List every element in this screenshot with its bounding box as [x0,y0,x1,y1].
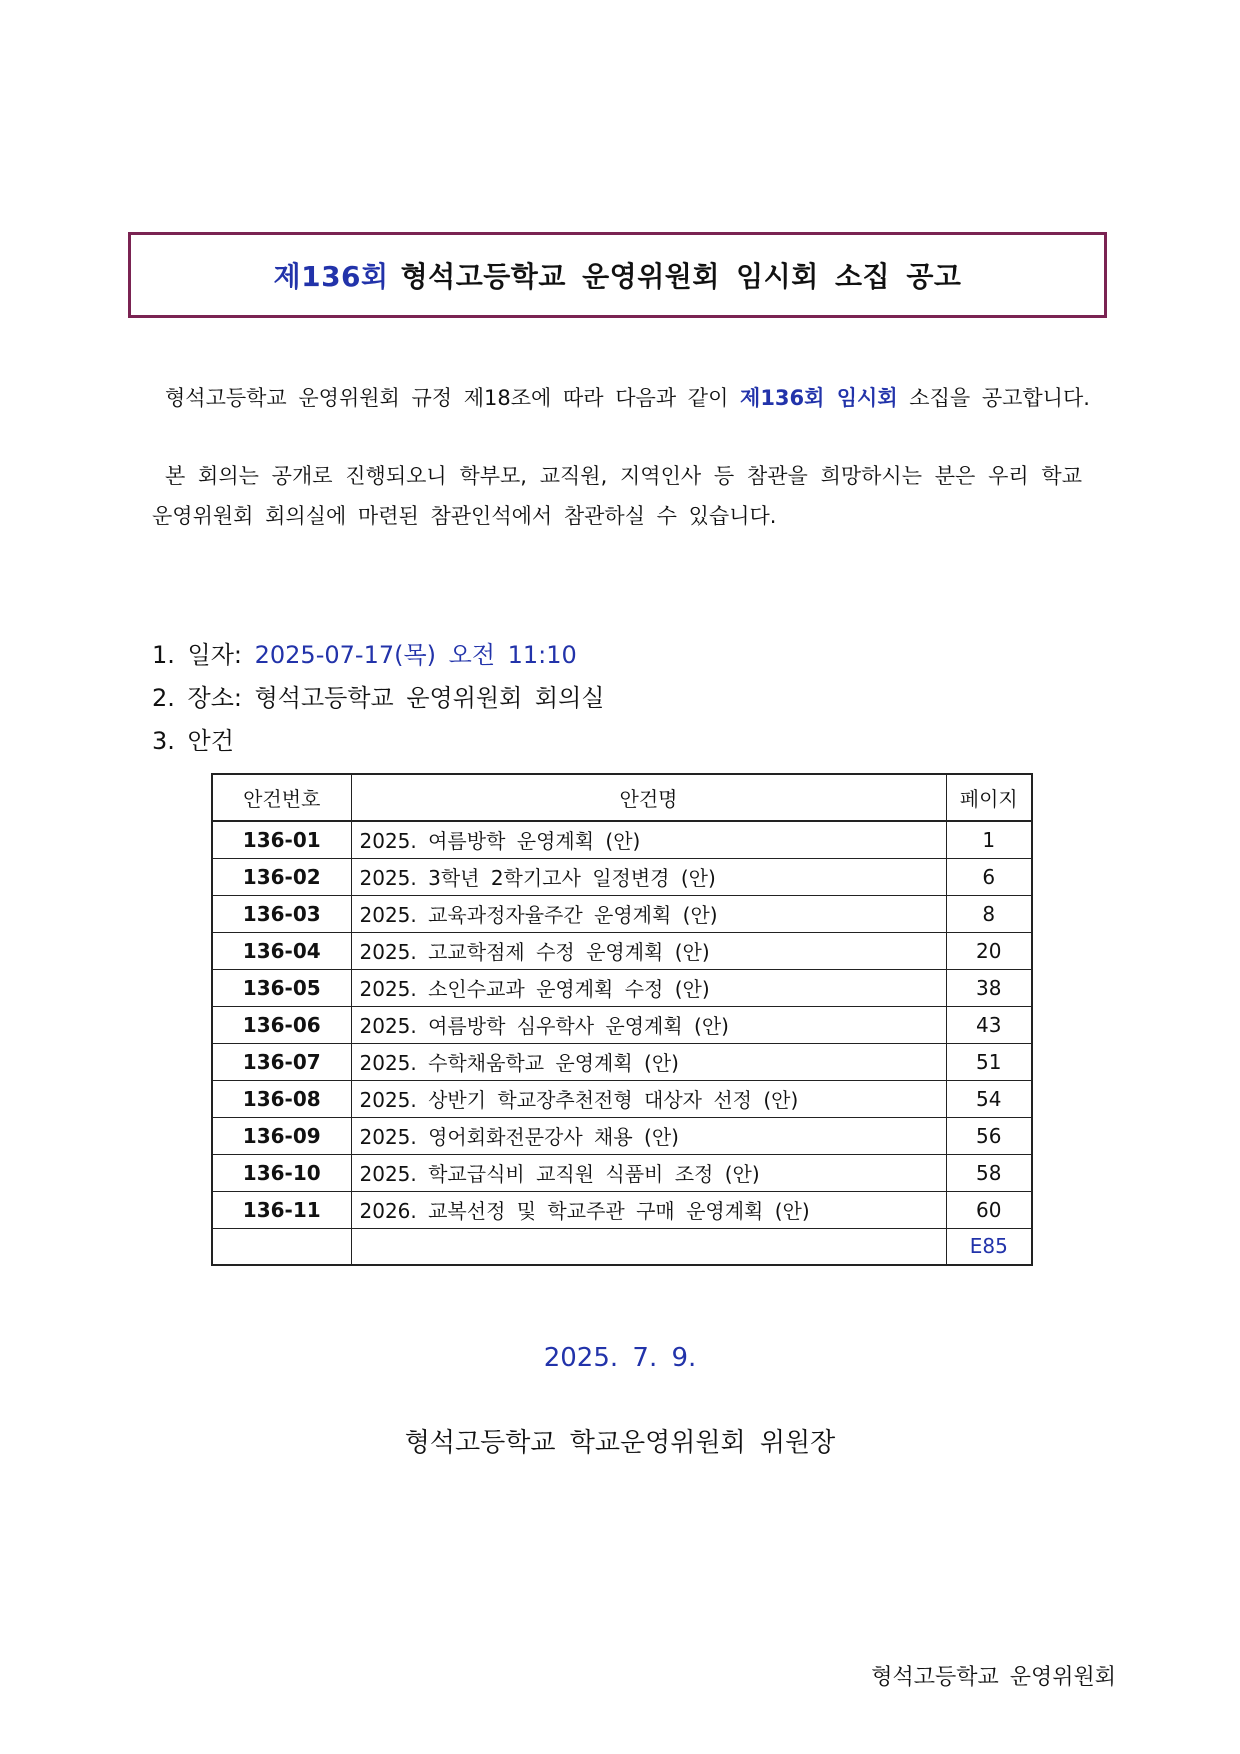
table-row [212,1043,1032,1080]
agenda-number: 136-01 [212,821,351,858]
agenda-page: 54 [946,1080,1032,1117]
agenda-name: 2025. 수학채움학교 운영계획 (안) [351,1043,946,1080]
place-label: 2. 장소: [152,684,255,712]
agenda-number: 136-08 [212,1080,351,1117]
agenda-name: 2026. 교복선정 및 학교주관 구매 운영계획 (안) [351,1191,946,1228]
agenda-number: 136-09 [212,1117,351,1154]
header-page: 페이지 [946,774,1032,821]
place-value: 형석고등학교 운영위원회 회의실 [254,684,605,712]
detail-place [152,681,604,715]
agenda-name: 2025. 여름방학 심우학사 운영계획 (안) [351,1006,946,1043]
agenda-page: 60 [946,1191,1032,1228]
agenda-name: 2025. 영어회화전문강사 채용 (안) [351,1117,946,1154]
detail-agenda: 3. 안건 [152,727,234,755]
agenda-name: 2025. 상반기 학교장추천전형 대상자 선정 (안) [351,1080,946,1117]
table-row [212,1191,1032,1228]
agenda-page-end: E85 [946,1228,1032,1265]
table-row [212,821,1032,858]
header-agenda-name: 안건명 [351,774,946,821]
notice-title: 형석고등학교 운영위원회 임시회 소집 공고 [400,260,962,293]
notice-date: 2025. 7. 9. [543,1343,697,1373]
agenda-page: 58 [946,1154,1032,1191]
header-agenda-number: 안건번호 [212,774,351,821]
agenda-name: 2025. 소인수교과 운영계획 수정 (안) [351,969,946,1006]
agenda-page: 43 [946,1006,1032,1043]
meeting-number: 제136회 [273,260,389,293]
agenda-table [211,773,1033,1266]
agenda-header-row [212,774,1032,821]
table-row [212,1117,1032,1154]
agenda-number: 136-06 [212,1006,351,1043]
agenda-number [212,1228,351,1265]
agenda-name: 2025. 학교급식비 교직원 식품비 조정 (안) [351,1154,946,1191]
intro-paragraph-1 [165,378,1095,418]
table-row [212,932,1032,969]
table-row [212,858,1032,895]
agenda-number: 136-04 [212,932,351,969]
agenda-number: 136-07 [212,1043,351,1080]
agenda-page: 56 [946,1117,1032,1154]
agenda-page: 20 [946,932,1032,969]
agenda-number: 136-11 [212,1191,351,1228]
table-row [212,1154,1032,1191]
table-row-total [212,1228,1032,1265]
agenda-page: 51 [946,1043,1032,1080]
agenda-name: 2025. 교육과정자율주간 운영계획 (안) [351,895,946,932]
intro-highlight: 제136회 임시회 [740,386,898,410]
agenda-number: 136-10 [212,1154,351,1191]
date-value: 2025-07-17(목) 오전 11:10 [254,641,577,669]
table-row [212,1006,1032,1043]
agenda-number: 136-03 [212,895,351,932]
agenda-name [351,1228,946,1265]
intro-paragraph-2: 본 회의는 공개로 진행되오니 학부모, 교직원, 지역인사 등 참관을 희망하시는 분은 우리 학교 운영위원회 회의실에 마련된 참관인석에서 참관하실 수 있습니다. [152,464,1082,528]
intro-text-after: 소집을 공고합니다. [897,386,1090,410]
detail-date [152,638,577,672]
agenda-name: 2025. 3학년 2학기고사 일정변경 (안) [351,858,946,895]
agenda-name: 2025. 여름방학 운영계획 (안) [351,821,946,858]
footer-organization: 형석고등학교 운영위원회 [871,1665,1116,1690]
agenda-number: 136-02 [212,858,351,895]
date-label: 1. 일자: [152,641,255,669]
notice-title-box [128,232,1107,318]
agenda-number: 136-05 [212,969,351,1006]
signer: 형석고등학교 학교운영위원회 위원장 [404,1428,836,1458]
table-row [212,895,1032,932]
agenda-page: 6 [946,858,1032,895]
agenda-name: 2025. 고교학점제 수정 운영계획 (안) [351,932,946,969]
agenda-page: 1 [946,821,1032,858]
table-row [212,969,1032,1006]
intro-text-before: 형석고등학교 운영위원회 규정 제18조에 따라 다음과 같이 [165,386,741,410]
table-row [212,1080,1032,1117]
agenda-page: 38 [946,969,1032,1006]
agenda-page: 8 [946,895,1032,932]
